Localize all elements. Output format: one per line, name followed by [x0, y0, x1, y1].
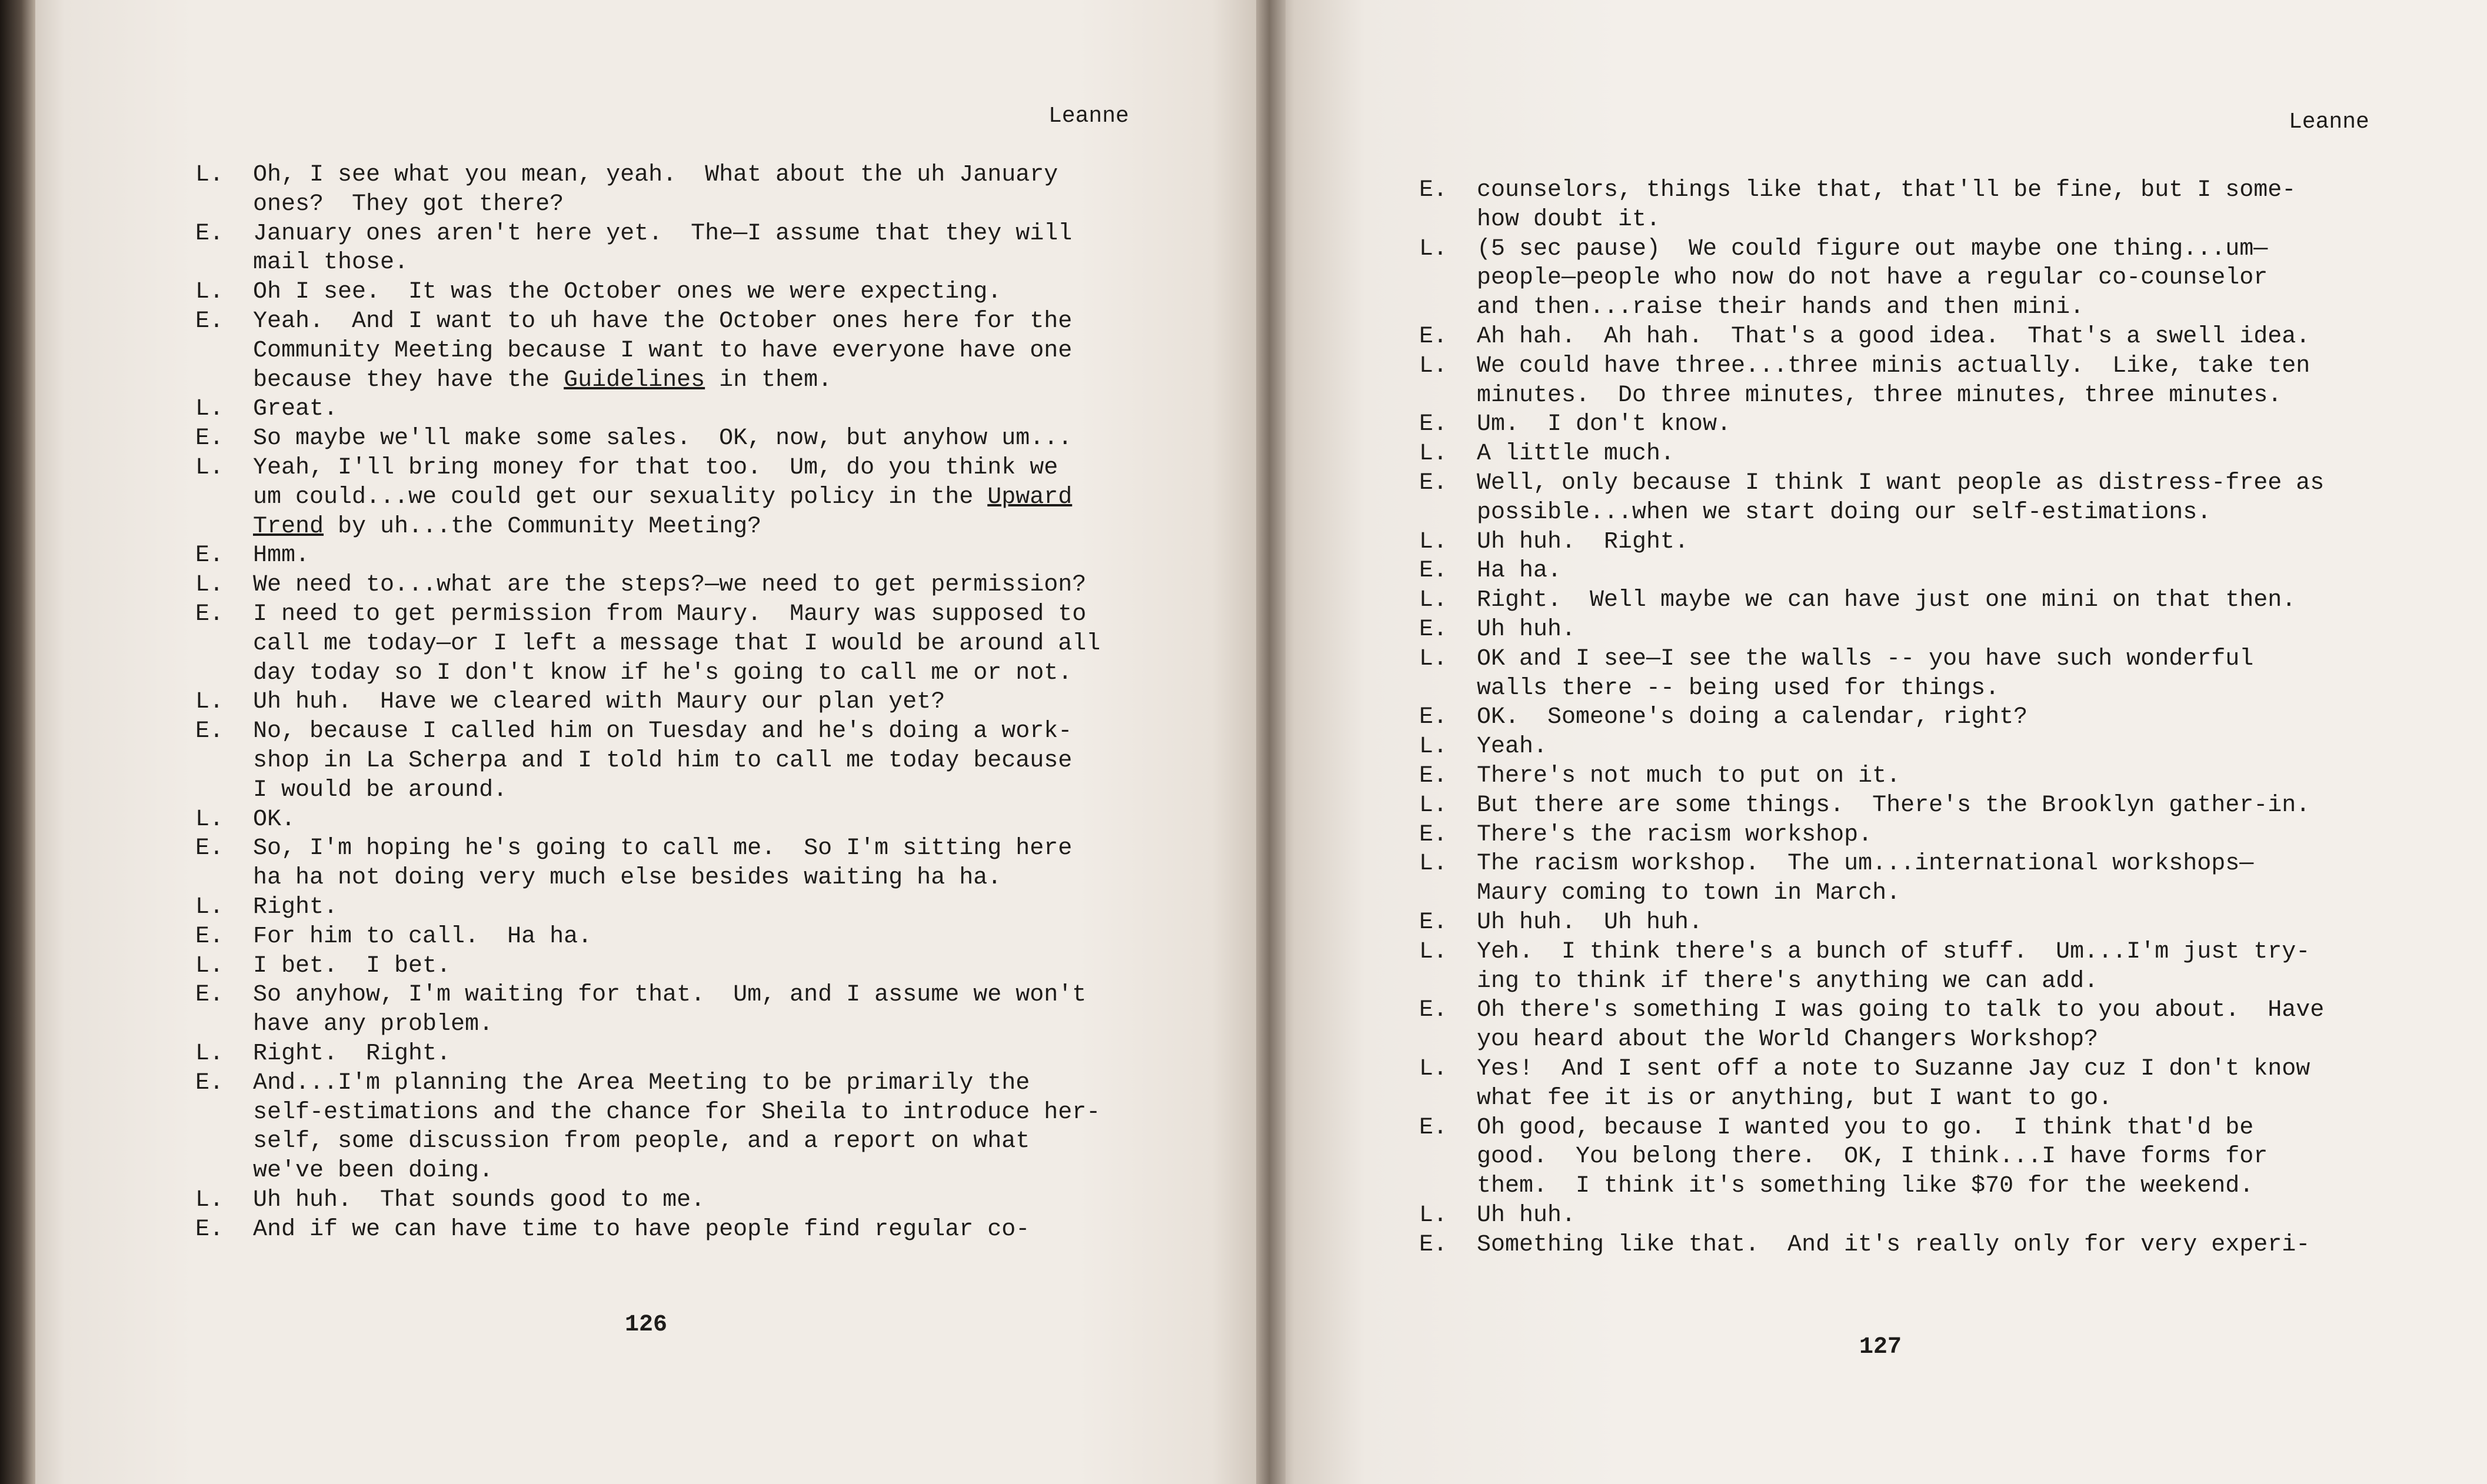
speaker-label: L.: [1419, 851, 1448, 878]
transcript-line: [1419, 879, 2419, 908]
line-text-main: day today so I don't know if he's going to call me or not.: [253, 659, 1073, 686]
line-text: [1477, 586, 2296, 615]
line-text-main: Hmm.: [253, 542, 310, 569]
line-text: [1477, 1172, 2253, 1201]
speaker-label: E.: [195, 308, 224, 335]
line-text-main: We could have three...three minis actually. Like, take ten: [1477, 352, 2310, 379]
transcript-line: [1419, 1025, 2419, 1055]
line-text-main: have any problem.: [253, 1011, 494, 1038]
line-text: [1477, 1113, 2253, 1143]
left-page-number: 126: [625, 1312, 668, 1338]
line-text-main: Right.: [253, 893, 338, 921]
line-text-main: people—people who now do not have a regular co-counselor: [1477, 265, 2268, 292]
speaker-label: E.: [1419, 323, 1448, 350]
transcript-line: [195, 219, 1184, 249]
line-text-main: There's not much to put on it.: [1477, 762, 1901, 789]
transcript-line: [195, 1098, 1184, 1128]
line-text-main: Oh I see. It was the October ones we were expecting.: [253, 279, 1002, 306]
line-text: [1477, 996, 2324, 1025]
transcript-line: [195, 629, 1184, 659]
speaker-label: E.: [1419, 558, 1448, 585]
line-text: [253, 248, 408, 278]
line-text-main: Right. Well maybe we can have just one mini on that then.: [1477, 587, 2296, 614]
line-text: [253, 746, 1072, 776]
line-text: [1477, 645, 2253, 674]
transcript-line: [195, 776, 1184, 805]
line-text-main: So, I'm hoping he's going to call me. So I'm sitting here: [253, 835, 1073, 862]
line-text: [253, 483, 1072, 512]
speaker-label: L.: [1419, 352, 1448, 379]
transcript-line: [1419, 821, 2419, 850]
speaker-label: E.: [195, 542, 224, 569]
transcript-line: [195, 395, 1184, 424]
line-text-main: Uh huh. Have we cleared with Maury our plan yet?: [253, 689, 945, 716]
line-text-main: ones? They got there?: [253, 191, 564, 218]
line-text-main: good. You belong there. OK, I think...I have forms for: [1477, 1143, 2268, 1170]
transcript-line: [1419, 938, 2419, 967]
line-text-main: Yeh. I think there's a bunch of stuff. Um...I'm just try-: [1477, 938, 2310, 965]
line-text: [1477, 176, 2296, 205]
transcript-line: [195, 717, 1184, 746]
speaker-label: L.: [1419, 235, 1448, 262]
line-text: [253, 278, 1001, 307]
speaker-label: L.: [195, 952, 224, 979]
line-text: [1477, 381, 2282, 411]
line-text-main: self-estimations and the chance for Sheila to introduce her-: [253, 1099, 1101, 1126]
line-text-main: There's the racism workshop.: [1477, 821, 1873, 848]
line-text-main: we've been doing.: [253, 1158, 494, 1185]
line-text: [253, 776, 507, 805]
line-text-main: January ones aren't here yet. The—I assume that they will: [253, 220, 1073, 247]
line-text: [1477, 849, 2253, 879]
transcript-line: [195, 483, 1184, 512]
line-text-main: Well, only because I think I want people as distress-free as: [1477, 469, 2325, 496]
left-page-transcript: [195, 161, 1184, 1244]
transcript-line: [1419, 205, 2419, 235]
line-text-main: Yes! And I sent off a note to Suzanne Jay cuz I don't know: [1477, 1055, 2310, 1082]
line-text: [1477, 821, 1872, 850]
transcript-line: [195, 453, 1184, 483]
transcript-line: [1419, 674, 2419, 703]
transcript-line: [1419, 322, 2419, 352]
line-text: [253, 1039, 451, 1069]
speaker-label: L.: [195, 689, 224, 716]
line-text-main: Maury coming to town in March.: [1477, 880, 1901, 907]
transcript-line: [1419, 352, 2419, 381]
line-text-main: A little much.: [1477, 441, 1675, 468]
speaker-label: E.: [195, 220, 224, 247]
line-text-main: how doubt it.: [1477, 206, 1661, 233]
left-page-header: Leanne: [1048, 104, 1129, 129]
line-text: [1477, 498, 2211, 528]
line-text-main: them. I think it's something like $70 for the weekend.: [1477, 1173, 2254, 1200]
line-text-main: Great.: [253, 396, 338, 423]
speaker-label: L.: [195, 1186, 224, 1213]
speaker-label: L.: [1419, 587, 1448, 614]
speaker-label: E.: [195, 835, 224, 862]
speaker-label: L.: [195, 162, 224, 188]
right-page-number: 127: [1859, 1334, 1902, 1360]
line-text-main: you heard about the World Changers Workshop?: [1477, 1026, 2099, 1053]
line-text: [253, 1010, 493, 1039]
speaker-label: E.: [195, 425, 224, 452]
transcript-line: [1419, 1172, 2419, 1201]
transcript-line: [1419, 849, 2419, 879]
line-text: [1477, 1201, 1576, 1230]
line-text-main: mail those.: [253, 249, 409, 276]
line-text: [1477, 1142, 2268, 1172]
line-text-main: Yeah. And I want to uh have the October ones here for the: [253, 308, 1073, 335]
line-text-main: Uh huh. Uh huh.: [1477, 909, 1703, 936]
line-text: [1477, 879, 1900, 908]
speaker-label: E.: [195, 1069, 224, 1096]
speaker-label: L.: [1419, 441, 1448, 468]
speaker-label: L.: [1419, 938, 1448, 965]
line-text-main: Right. Right.: [253, 1040, 451, 1067]
speaker-label: E.: [195, 923, 224, 950]
line-text-main: shop in La Scherpa and I told him to call me today because: [253, 747, 1073, 774]
line-text: [253, 659, 1072, 688]
speaker-label: E.: [195, 1216, 224, 1243]
line-text-main: walls there -- being used for things.: [1477, 675, 2000, 702]
line-text-main: Uh huh.: [1477, 1202, 1576, 1229]
transcript-line: [195, 161, 1184, 190]
book-gutter: [1256, 0, 1286, 1484]
right-page-transcript: [1419, 176, 2419, 1259]
speaker-label: E.: [1419, 1231, 1448, 1258]
line-text: [1477, 1025, 2098, 1055]
transcript-line: [195, 512, 1184, 542]
transcript-line: [195, 863, 1184, 893]
line-text-main: Oh there's something I was going to talk to you about. Have: [1477, 997, 2325, 1024]
line-text: [253, 424, 1072, 453]
line-text-main: Oh, I see what you mean, yeah. What about the uh January: [253, 162, 1058, 188]
line-text-main: Oh good, because I wanted you to go. I think that'd be: [1477, 1114, 2254, 1141]
line-text: [1477, 293, 2084, 322]
speaker-label: L.: [1419, 1055, 1448, 1082]
transcript-line: [1419, 381, 2419, 411]
transcript-line: [195, 336, 1184, 366]
transcript-line: [1419, 645, 2419, 674]
line-text: [1477, 528, 1689, 557]
transcript-line: [1419, 762, 2419, 791]
line-text: [253, 512, 761, 542]
speaker-label: E.: [1419, 909, 1448, 936]
line-text: [253, 1186, 705, 1215]
speaker-label: E.: [195, 601, 224, 628]
transcript-line: [1419, 469, 2419, 498]
underlined-title: Guidelines: [564, 366, 705, 393]
line-text-main: call me today—or I left a message that I would be around all: [253, 630, 1101, 657]
line-text-main: I would be around.: [253, 776, 508, 803]
transcript-line: [195, 278, 1184, 307]
line-text: [253, 952, 451, 981]
transcript-line: [195, 600, 1184, 629]
line-text: [1477, 908, 1703, 938]
line-text: [253, 1215, 1030, 1245]
line-text: [1477, 762, 1900, 791]
line-text-main: Yeah.: [1477, 733, 1548, 761]
line-text-main: Something like that. And it's really only for very experi-: [1477, 1231, 2310, 1258]
speaker-label: E.: [1419, 616, 1448, 643]
line-text: [253, 219, 1072, 249]
line-text-main: Ha ha.: [1477, 558, 1562, 585]
line-text: [253, 161, 1058, 190]
line-text-main: what fee it is or anything, but I want to go.: [1477, 1085, 2113, 1112]
transcript-line: [195, 1010, 1184, 1039]
speaker-label: L.: [1419, 792, 1448, 819]
line-text: [1477, 205, 1660, 235]
transcript-line: [1419, 586, 2419, 615]
line-text: [1477, 967, 2098, 996]
transcript-line: [195, 1215, 1184, 1245]
line-text: [1477, 410, 1731, 439]
speaker-label: L.: [195, 279, 224, 306]
transcript-line: [195, 190, 1184, 219]
line-text: [1477, 615, 1576, 645]
line-text: [253, 600, 1086, 629]
line-text: [1477, 322, 2310, 352]
transcript-line: [195, 746, 1184, 776]
transcript-line: [195, 981, 1184, 1010]
speaker-label: E.: [1419, 411, 1448, 438]
speaker-label: E.: [1419, 469, 1448, 496]
transcript-line: [195, 1039, 1184, 1069]
transcript-line: [195, 952, 1184, 981]
line-text-main: Uh huh. That sounds good to me.: [253, 1186, 705, 1213]
transcript-line: [195, 688, 1184, 717]
transcript-line: [1419, 703, 2419, 732]
transcript-line: [195, 1069, 1184, 1098]
line-text-main: I need to get permission from Maury. Maury was supposed to: [253, 601, 1087, 628]
transcript-line: [1419, 1084, 2419, 1113]
speaker-label: E.: [195, 982, 224, 1009]
transcript-line: [1419, 908, 2419, 938]
line-text-main: We need to...what are the steps?—we need to get permission?: [253, 572, 1087, 599]
line-text: [253, 307, 1072, 336]
line-text: [253, 571, 1086, 600]
transcript-line: [1419, 1201, 2419, 1230]
line-text-main: Uh huh. Right.: [1477, 528, 1689, 555]
line-text-main: (5 sec pause) We could figure out maybe one thing...um—: [1477, 235, 2268, 262]
transcript-line: [195, 893, 1184, 922]
transcript-line: [1419, 439, 2419, 469]
speaker-label: E.: [1419, 997, 1448, 1024]
line-text: [1477, 439, 1674, 469]
line-text-after: in them.: [705, 366, 833, 393]
line-text-main: Um. I don't know.: [1477, 411, 1732, 438]
line-text-main: because they have the: [253, 366, 564, 393]
line-text: [253, 1069, 1030, 1098]
line-text: [253, 1127, 1030, 1156]
speaker-label: E.: [1419, 177, 1448, 204]
line-text: [1477, 938, 2310, 967]
line-text-main: And if we can have time to have people find regular co-: [253, 1216, 1030, 1243]
line-text: [253, 981, 1086, 1010]
line-text: [1477, 1055, 2310, 1084]
line-text-main: Community Meeting because I want to have everyone have one: [253, 337, 1073, 364]
line-text-main: And...I'm planning the Area Meeting to be primarily the: [253, 1069, 1030, 1096]
speaker-label: E.: [1419, 821, 1448, 848]
transcript-line: [195, 922, 1184, 952]
transcript-line: [195, 307, 1184, 336]
line-text-main: OK and I see—I see the walls -- you have such wonderful: [1477, 645, 2254, 672]
line-text: [253, 863, 1001, 893]
line-text-main: Yeah, I'll bring money for that too. Um, do you think we: [253, 454, 1058, 481]
speaker-label: L.: [1419, 1202, 1448, 1229]
transcript-line: [1419, 410, 2419, 439]
transcript-line: [195, 366, 1184, 395]
line-text: [253, 717, 1072, 746]
transcript-line: [1419, 1230, 2419, 1260]
line-text: [253, 834, 1072, 863]
line-text: [253, 1098, 1100, 1128]
line-text-after: by uh...the Community Meeting?: [324, 513, 762, 540]
transcript-line: [195, 541, 1184, 571]
speaker-label: L.: [195, 893, 224, 921]
line-text: [1477, 235, 2268, 264]
line-text-main: and then...raise their hands and then mini.: [1477, 294, 2085, 321]
underlined-title: Trend: [253, 513, 324, 540]
line-text: [253, 805, 295, 835]
transcript-line: [195, 248, 1184, 278]
line-text-main: um could...we could get our sexuality policy in the: [253, 483, 988, 511]
right-page-header: Leanne: [2289, 109, 2369, 135]
line-text-main: OK.: [253, 806, 296, 833]
transcript-line: [1419, 1142, 2419, 1172]
transcript-line: [1419, 556, 2419, 586]
line-text-main: So anyhow, I'm waiting for that. Um, and I assume we won't: [253, 982, 1087, 1009]
transcript-line: [1419, 1113, 2419, 1143]
line-text: [1477, 1084, 2112, 1113]
line-text-main: counselors, things like that, that'll be fine, but I some-: [1477, 177, 2296, 204]
line-text: [1477, 703, 2027, 732]
transcript-line: [1419, 176, 2419, 205]
line-text-main: Uh huh.: [1477, 616, 1576, 643]
speaker-label: L.: [1419, 733, 1448, 761]
line-text: [253, 629, 1100, 659]
speaker-label: L.: [195, 572, 224, 599]
transcript-line: [1419, 732, 2419, 762]
transcript-line: [1419, 264, 2419, 293]
transcript-line: [195, 834, 1184, 863]
line-text-main: But there are some things. There's the Brooklyn gather-in.: [1477, 792, 2310, 819]
line-text: [253, 366, 832, 395]
transcript-line: [1419, 1055, 2419, 1084]
line-text-main: ing to think if there's anything we can add.: [1477, 968, 2099, 995]
underlined-title: Upward: [987, 483, 1073, 511]
transcript-line: [195, 805, 1184, 835]
speaker-label: L.: [195, 1040, 224, 1067]
transcript-line: [1419, 996, 2419, 1025]
line-text: [1477, 674, 1999, 703]
line-text: [1477, 264, 2268, 293]
line-text: [253, 1156, 493, 1186]
transcript-line: [1419, 293, 2419, 322]
line-text: [253, 893, 338, 922]
transcript-line: [195, 1186, 1184, 1215]
line-text-main: For him to call. Ha ha.: [253, 923, 592, 950]
transcript-line: [1419, 528, 2419, 557]
transcript-line: [1419, 967, 2419, 996]
line-text: [253, 688, 945, 717]
transcript-line: [195, 1127, 1184, 1156]
line-text: [1477, 352, 2310, 381]
line-text-main: I bet. I bet.: [253, 952, 451, 979]
line-text: [253, 395, 338, 424]
transcript-line: [1419, 791, 2419, 821]
book-edge: [0, 0, 35, 1484]
line-text-main: OK. Someone's doing a calendar, right?: [1477, 704, 2028, 731]
transcript-line: [1419, 235, 2419, 264]
line-text-main: So maybe we'll make some sales. OK, now, but anyhow um...: [253, 425, 1073, 452]
line-text-main: possible...when we start doing our self-estimations.: [1477, 499, 2212, 526]
line-text: [1477, 469, 2324, 498]
speaker-label: E.: [1419, 704, 1448, 731]
line-text-main: Ah hah. Ah hah. That's a good idea. That's a swell idea.: [1477, 323, 2310, 350]
line-text: [253, 190, 564, 219]
transcript-line: [195, 659, 1184, 688]
speaker-label: E.: [1419, 762, 1448, 789]
speaker-label: E.: [195, 718, 224, 745]
transcript-line: [195, 1156, 1184, 1186]
line-text-main: ha ha not doing very much else besides waiting ha ha.: [253, 865, 1002, 892]
transcript-line: [1419, 615, 2419, 645]
speaker-label: L.: [195, 806, 224, 833]
line-text-main: The racism workshop. The um...international workshops—: [1477, 851, 2254, 878]
speaker-label: L.: [1419, 645, 1448, 672]
speaker-label: L.: [195, 396, 224, 423]
line-text-main: self, some discussion from people, and a report on what: [253, 1128, 1030, 1155]
transcript-line: [195, 571, 1184, 600]
speaker-label: L.: [1419, 528, 1448, 555]
line-text: [253, 541, 309, 571]
line-text: [253, 336, 1072, 366]
line-text: [1477, 732, 1547, 762]
line-text: [1477, 556, 1562, 586]
line-text: [1477, 1230, 2310, 1260]
line-text: [1477, 791, 2310, 821]
line-text: [253, 922, 592, 952]
transcript-line: [195, 424, 1184, 453]
transcript-line: [1419, 498, 2419, 528]
speaker-label: E.: [1419, 1114, 1448, 1141]
speaker-label: L.: [195, 454, 224, 481]
line-text-main: No, because I called him on Tuesday and he's doing a work-: [253, 718, 1073, 745]
line-text: [253, 453, 1058, 483]
line-text-main: minutes. Do three minutes, three minutes, three minutes.: [1477, 382, 2282, 409]
